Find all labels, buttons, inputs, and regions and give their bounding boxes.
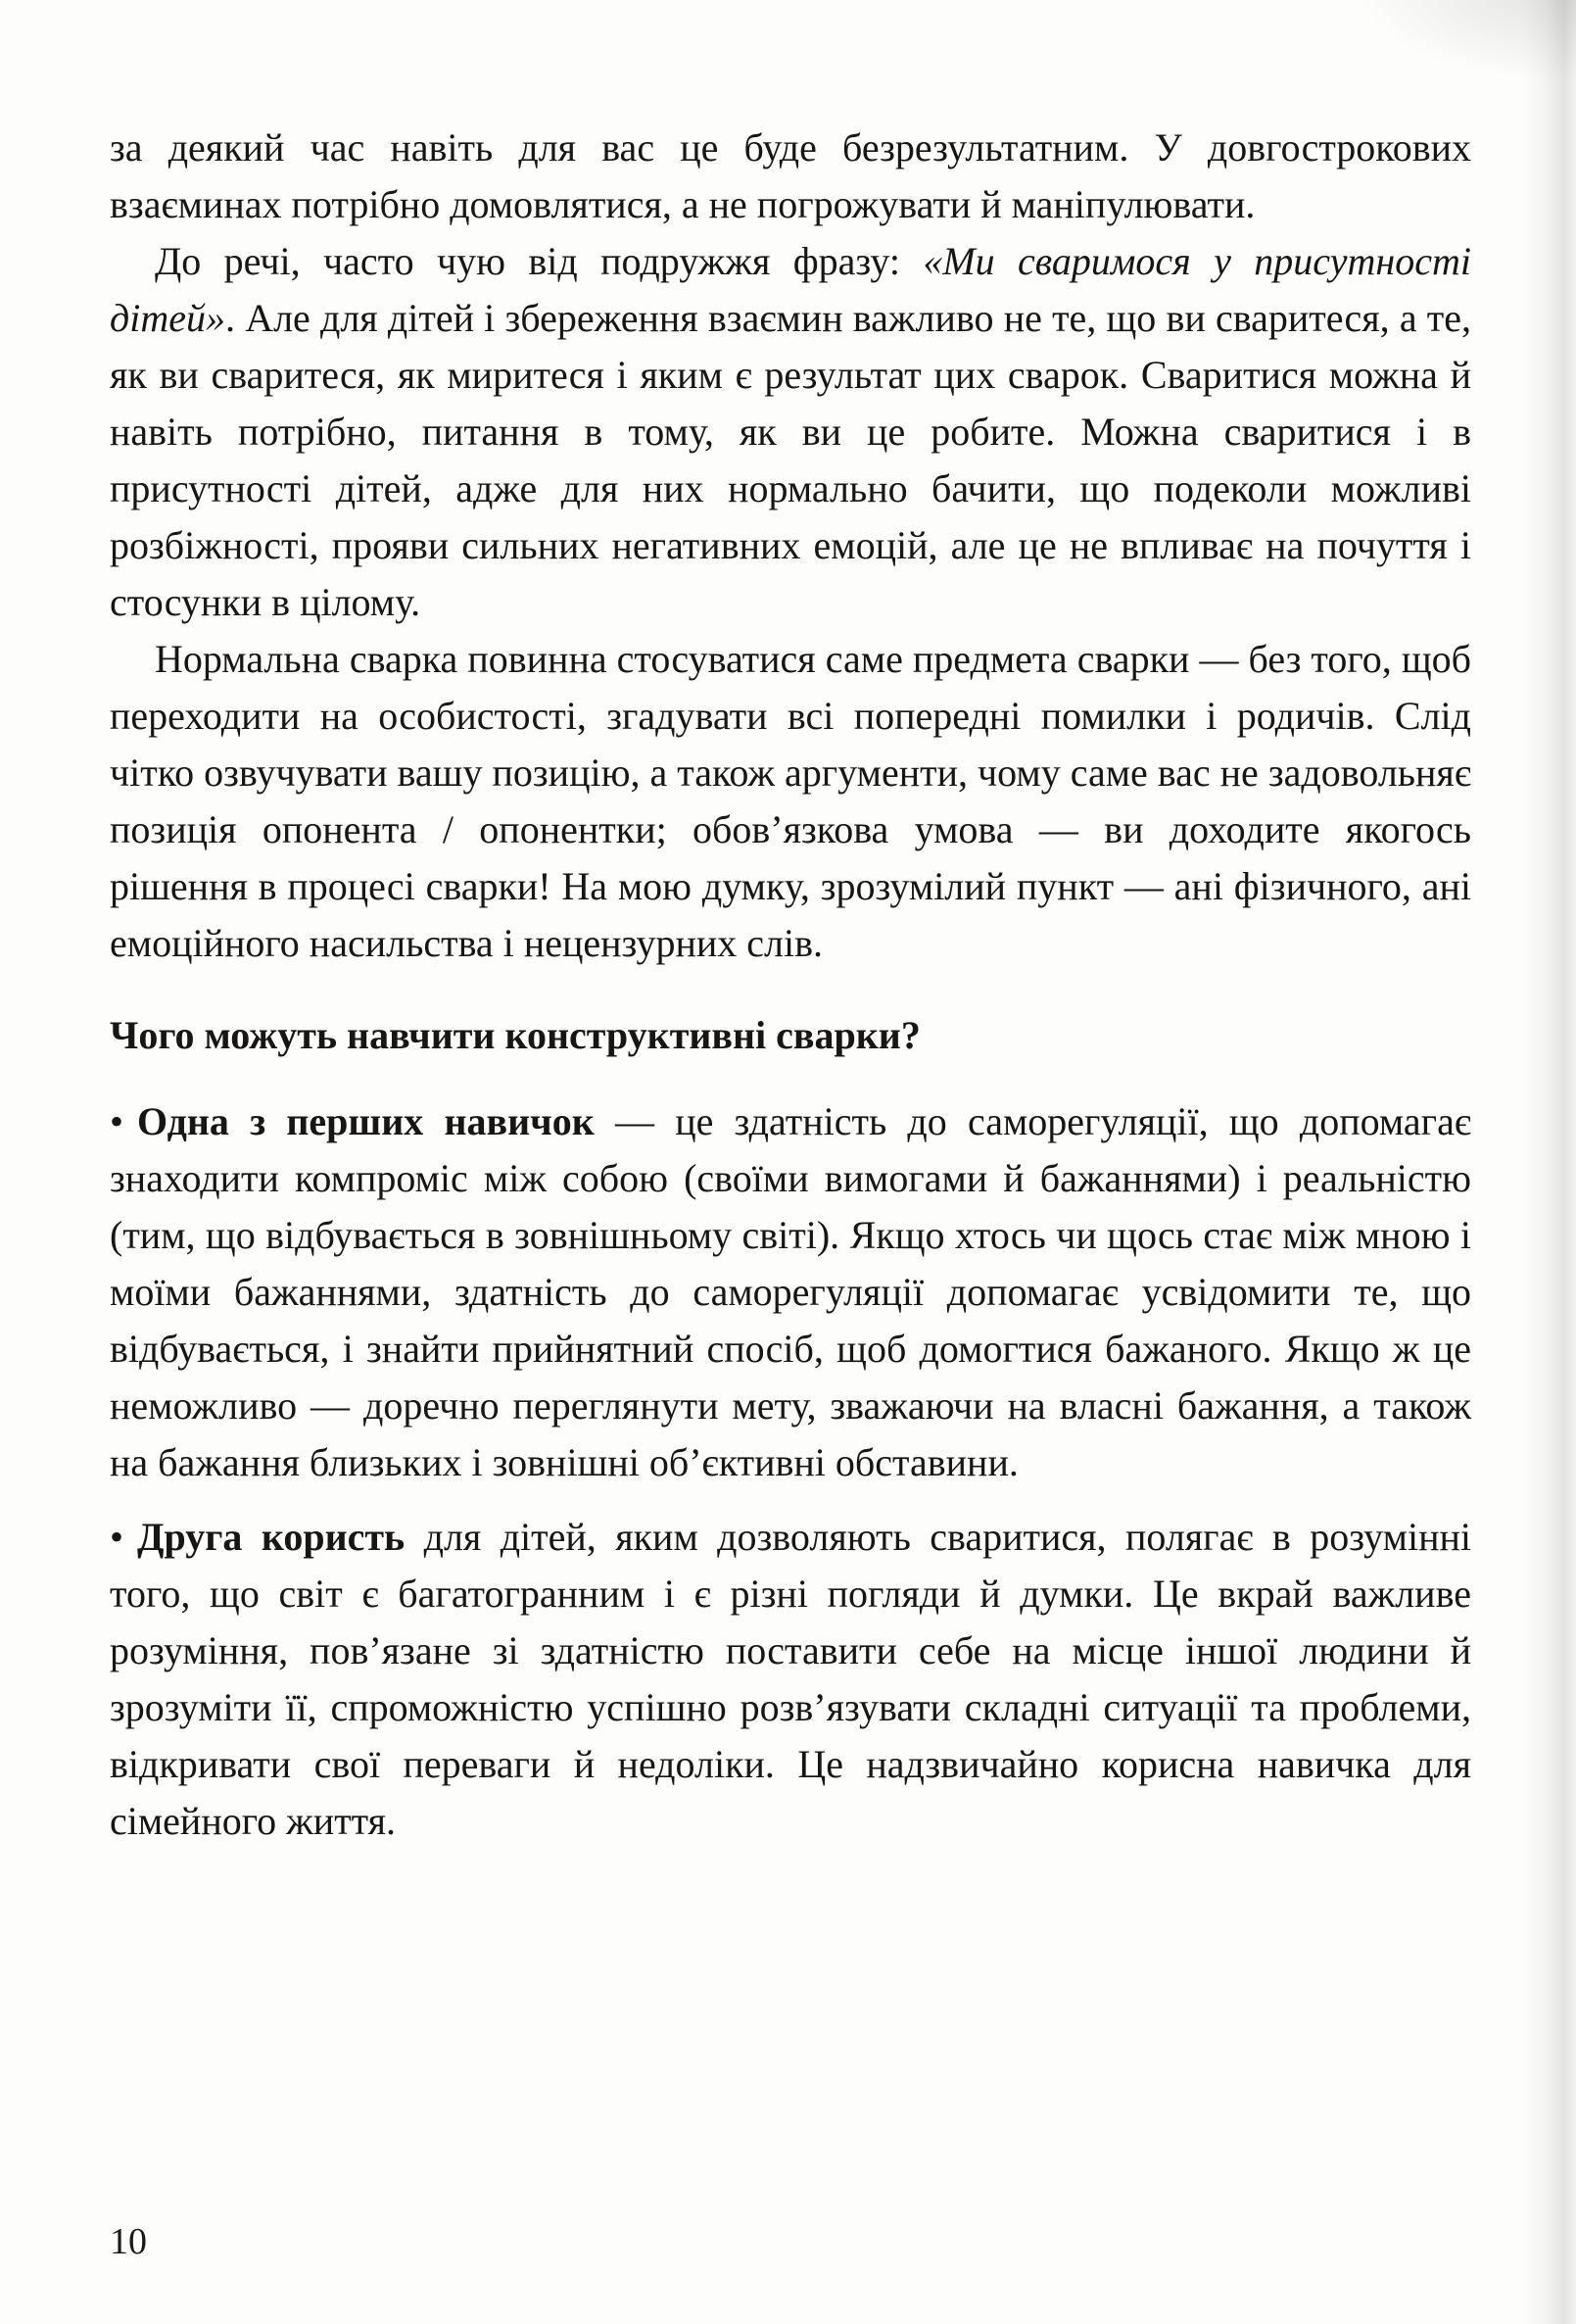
bullet-bold-lead: Одна з перших навичок <box>137 1099 595 1143</box>
paragraph-text: Нормальна сварка повинна стосуватися саме предмета сварки — без того, щоб переходити на особистості, згадувати всі попередні помилки і родичів. Слід чітко озвучувати вашу позицію, а також аргументи, чому саме вас не задовольняє позиція опонента / опонентки; обов’язкова умова — ви доходите якогось рішення в процесі сварки! На мою думку, зрозумілий пункт — ані фізичного, ані емоційного насильства і нецензурних слів. <box>110 637 1471 965</box>
bullet-item-second-benefit <box>110 1509 1471 1850</box>
bullet-text: — це здатність до саморегуляції, що допомагає знаходити компроміс між собою (своїми вимогами й бажаннями) і реальністю (тим, що відбувається в зовнішньому світі). Якщо хтось чи щось стає між мною і моїми бажаннями, здатність до саморегуляції допомагає усвідомити те, що відбувається, і знайти прийнятний спосіб, щоб домогтися бажаного. Якщо ж це неможливо — доречно переглянути мету, зважаючи на власні бажання, а також на бажання близьких і зовнішні об’єктивні обставини. <box>110 1099 1471 1484</box>
paragraph-quarrel-in-front-of-children <box>110 233 1471 631</box>
bullet-text: для дітей, яким дозволяють сваритися, полягає в розумінні того, що світ є багатогранним і є різні погляди й думки. Це вкрай важливе розуміння, пов’язане зі здатністю поставити себе на місце іншої людини й зрозуміти її, спроможністю успішно розв’язувати складні ситуації та проблеми, відкривати свої переваги й недоліки. Це надзвичайно корисна навичка для сімейного життя. <box>110 1515 1471 1843</box>
paragraph-text: До речі, часто чую від подружжя фразу: <box>155 239 924 283</box>
italic-quote: «Ми сваримося у присутності дітей» <box>110 239 1471 340</box>
bullet-marker: • <box>110 1099 124 1143</box>
paragraph-continuation <box>110 120 1471 233</box>
page-corner-shadow <box>1355 0 1576 84</box>
paragraph-normal-quarrel <box>110 631 1471 972</box>
page-content <box>110 120 1471 1850</box>
section-heading: Чого можуть навчити конструктивні сварки? <box>110 1013 921 1057</box>
paragraph-text: за деякий час навіть для вас це буде безрезультатним. У довгострокових взаєминах потрібно домовлятися, а не погрожувати й маніпулювати. <box>110 125 1471 226</box>
bullet-marker: • <box>110 1515 124 1559</box>
bullet-bold-lead: Друга користь <box>137 1515 406 1559</box>
bullet-item-first-skill <box>110 1093 1471 1491</box>
page-number: 10 <box>110 2221 147 2262</box>
paragraph-text: . Але для дітей і збереження взаємин важливо не те, що ви сваритеся, а те, як ви сваритеся, як миритеся і яким є результат цих сварок. Сваритися можна й навіть потрібно, питання в тому, як ви це робите. Можна сваритися і в присутності дітей, адже для них нормально бачити, що подеколи можливі розбіжності, прояви сильних негативних емоцій, але це не впливає на почуття і стосунки в цілому. <box>110 296 1471 624</box>
page-curve-shadow <box>1523 0 1576 2324</box>
